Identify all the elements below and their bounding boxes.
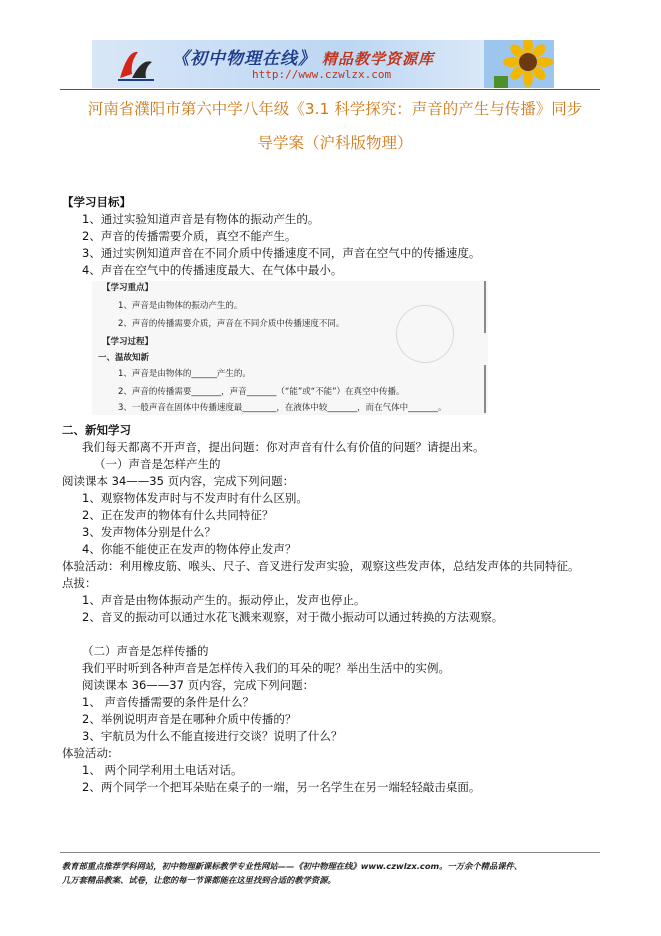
- process-heading: 【学习过程】: [102, 337, 154, 347]
- part1-question: 1、观察物体发声时与不发声时有什么区别。: [82, 491, 308, 505]
- site-banner: [92, 40, 554, 88]
- new-study-heading: 二、新知学习: [62, 423, 131, 437]
- part2-question: 1、 声音传播需要的条件是什么？: [82, 695, 254, 709]
- part2-question: 2、举例说明声音是在哪种介质中传播的？: [82, 712, 297, 726]
- document-title-line2: 导学案（沪科版物理）: [257, 134, 413, 152]
- goal-item: 1、通过实验知道声音是有物体的振动产生的。: [82, 212, 320, 226]
- point-item: 2、音叉的振动可以通过水花飞溅来观察，对于微小振动可以通过转换的方法观察。: [82, 610, 504, 624]
- part2-intro: 我们平时听到各种声音是怎样传入我们的耳朵的呢？举出生活中的实例。: [82, 661, 450, 675]
- part1-question: 2、正在发声的物体有什么共同特征？: [82, 508, 274, 522]
- divider: [484, 365, 486, 413]
- goal-item: 4、声音在空气中的传播速度最大、在气体中最小。: [82, 263, 343, 277]
- points-label: 点拔：: [62, 576, 97, 590]
- part2-heading: （二）声音是怎样传播的: [82, 644, 209, 658]
- site-logo-icon: [116, 44, 156, 84]
- focus-item: 2、声音的传播需要介质，声音在不同介质中传播速度不同。: [118, 319, 345, 329]
- point-item: 1、声音是由物体振动产生的。振动停止，发声也停止。: [82, 593, 366, 607]
- focus-heading: 【学习重点】: [102, 283, 154, 293]
- part2-reading: 阅读课本 36——37 页内容，完成下列问题：: [82, 678, 315, 692]
- new-study-intro: 我们每天都离不开声音，提出问题：你对声音有什么有价值的问题？请提出来。: [82, 440, 485, 454]
- part2-activity: 1、 两个同学利用土电话对话。: [82, 763, 243, 777]
- part1-heading: （一）声音是怎样产生的: [94, 457, 221, 471]
- part1-question: 3、发声物体分别是什么？: [82, 525, 216, 539]
- part2-activity: 2、两个同学一个把耳朵贴在桌子的一端，另一名学生在另一端轻轻敲击桌面。: [82, 780, 481, 794]
- part1-question: 4、你能不能使正在发声的物体停止发声？: [82, 542, 297, 556]
- sunflower-icon: [484, 40, 554, 88]
- document-title-line1: 河南省濮阳市第六中学八年级《3.1 科学探究：声音的产生与传播》同步: [87, 100, 583, 118]
- banner-title: 《初中物理在线》 精品教学资源库: [172, 49, 435, 69]
- part2-question: 3、宇航员为什么不能直接进行交谈？说明了什么？: [82, 729, 343, 743]
- review-item: 3、一般声音在固体中传播速度最________，在液体中较_______，而在气体中_______。: [118, 403, 447, 413]
- part2-activity-label: 体验活动:: [62, 746, 112, 760]
- footer-line1: 教育部重点推荐学科网站，初中物理新课标教学专业性网站——《初中物理在线》www.czwlzx.com。一万余个精品课件、: [62, 861, 523, 871]
- header-rule: [60, 89, 600, 90]
- goal-item: 2、声音的传播需要介质，真空不能产生。: [82, 229, 297, 243]
- goals-heading: 【学习目标】: [62, 195, 131, 209]
- part1-reading: 阅读课本 34——35 页内容，完成下列问题：: [62, 474, 295, 488]
- focus-item: 1、声音是由物体的振动产生的。: [118, 301, 243, 311]
- embedded-scan-image: [92, 281, 488, 415]
- watermark-stamp-icon: [386, 295, 463, 372]
- banner-url[interactable]: http://www.czwlzx.com: [252, 68, 392, 81]
- footer-rule: [60, 852, 600, 853]
- review-item: 1、声音是由物体的______产生的。: [118, 369, 251, 379]
- part1-activity: 体验活动：利用橡皮筋、喉头、尺子、音叉进行发声实验，观察这些发声体，总结发声体的共同特征。: [62, 559, 580, 573]
- review-item: 2、声音的传播需要_______，声音_______（“能”或“不能”）在真空中传播。: [118, 387, 405, 397]
- divider: [484, 281, 486, 333]
- review-heading: 一、温故知新: [98, 353, 150, 363]
- footer-line2: 几万套精品教案、试卷，让您的每一节课都能在这里找到合适的教学资源。: [62, 875, 336, 885]
- goal-item: 3、通过实例知道声音在不同介质中传播速度不同，声音在空气中的传播速度。: [82, 246, 481, 260]
